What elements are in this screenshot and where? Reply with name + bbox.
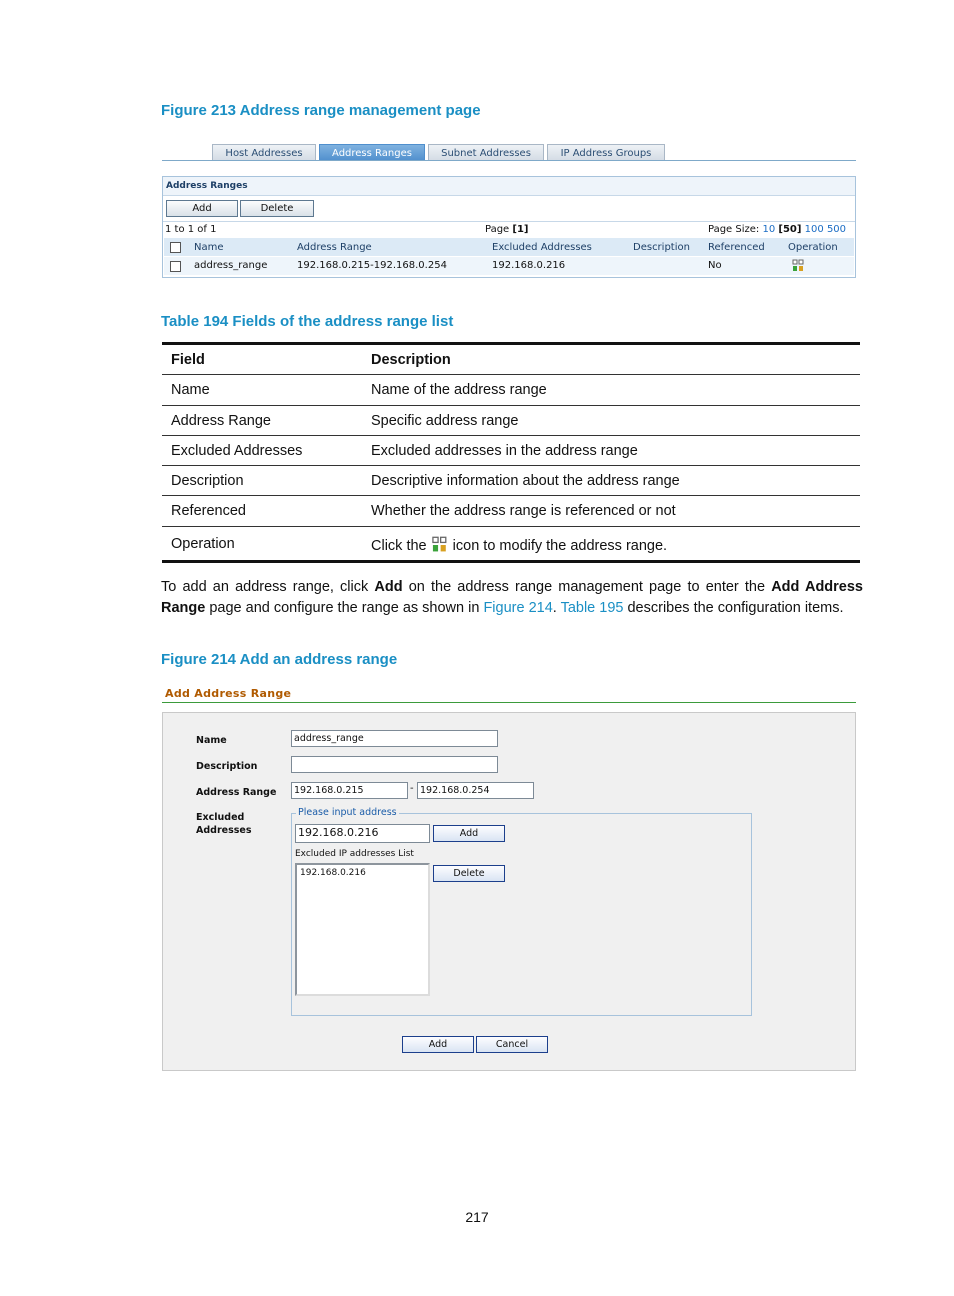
table-row: [162, 466, 860, 496]
bold-add-address-range: Add Address Range: [161, 579, 864, 616]
link-figure-214[interactable]: Figure 214: [483, 600, 553, 616]
tab-host-addresses[interactable]: Host Addresses: [212, 144, 316, 161]
table-row: [162, 436, 860, 466]
table-194-caption: Table 194 Fields of the address range list: [161, 313, 454, 330]
row-name: address_range: [194, 260, 268, 271]
page-size: [708, 224, 846, 235]
description-cell: Whether the address range is referenced or not: [371, 503, 676, 520]
description-cell: Specific address range: [371, 412, 519, 429]
title-underline: [162, 702, 856, 703]
figure-214-caption: Figure 214 Add an address range: [161, 651, 398, 668]
figure-213-caption: Figure 213 Address range management page: [161, 102, 481, 119]
panel-title: Address Ranges: [163, 177, 855, 196]
page-label: Page: [485, 224, 510, 235]
col-excluded-addresses[interactable]: Excluded Addresses: [492, 242, 592, 253]
delete-excluded-button[interactable]: Delete: [433, 865, 505, 882]
address-ranges-panel: [162, 176, 856, 278]
excluded-address-input[interactable]: 192.168.0.216: [295, 824, 430, 843]
page-number: 217: [465, 1209, 489, 1225]
table-row: [162, 406, 860, 436]
table-row: [164, 257, 854, 275]
desc-post: icon to modify the address range.: [452, 537, 668, 554]
page-size-50: [50]: [778, 224, 802, 235]
tab-address-ranges[interactable]: Address Ranges: [319, 144, 425, 161]
col-description[interactable]: Description: [633, 242, 690, 253]
page-size-500[interactable]: 500: [826, 224, 847, 235]
range-end-input[interactable]: 192.168.0.254: [417, 782, 534, 799]
page-size-10[interactable]: 10: [762, 224, 776, 235]
range-count: 1 to 1 of 1: [165, 224, 217, 235]
table-row: [162, 527, 860, 563]
table-header: [162, 342, 860, 375]
row-address-range: 192.168.0.215-192.168.0.254: [297, 260, 447, 271]
page-size-label: Page Size:: [708, 224, 760, 235]
excluded-list-label: Excluded IP addresses List: [295, 849, 414, 859]
select-all-checkbox[interactable]: [170, 242, 181, 253]
field-cell: Name: [171, 382, 210, 399]
excluded-label-2: Addresses: [196, 825, 252, 836]
field-cell: Address Range: [171, 412, 271, 429]
text: .: [552, 600, 561, 616]
page-size-100[interactable]: 100: [804, 224, 824, 235]
description-cell: Name of the address range: [371, 382, 547, 399]
table-header-row: [164, 238, 854, 256]
add-button[interactable]: Add: [166, 200, 238, 217]
name-input[interactable]: address_range: [291, 730, 498, 747]
description-cell: Descriptive information about the address range: [371, 473, 680, 490]
fieldset-legend: Please input address: [298, 807, 397, 818]
link-table-195[interactable]: Table 195: [560, 600, 624, 616]
cancel-button[interactable]: Cancel: [476, 1036, 548, 1053]
bold-add: Add: [374, 579, 403, 595]
tab-baseline: [162, 160, 856, 161]
col-name[interactable]: Name: [194, 242, 224, 253]
list-item[interactable]: 192.168.0.216: [300, 868, 366, 878]
range-separator: -: [410, 783, 414, 794]
row-checkbox[interactable]: [170, 261, 181, 272]
modify-icon[interactable]: [792, 259, 805, 273]
excluded-address-list[interactable]: [295, 863, 430, 996]
tab-ip-address-groups[interactable]: IP Address Groups: [547, 144, 665, 161]
delete-button[interactable]: Delete: [240, 200, 314, 217]
text: describes the configuration items.: [623, 600, 844, 616]
field-cell: Operation: [171, 535, 235, 552]
table-row: [162, 496, 860, 526]
address-range-label: Address Range: [196, 787, 277, 798]
header-field: Field: [171, 352, 205, 368]
field-cell: Referenced: [171, 503, 246, 520]
field-cell: Excluded Addresses: [171, 442, 303, 459]
field-cell: Description: [171, 473, 244, 490]
desc-pre: Click the: [371, 537, 427, 554]
col-referenced[interactable]: Referenced: [708, 242, 765, 253]
divider: [163, 221, 855, 222]
tab-subnet-addresses[interactable]: Subnet Addresses: [428, 144, 544, 161]
text: on the address range management page to enter the: [402, 579, 772, 595]
submit-add-button[interactable]: Add: [402, 1036, 474, 1053]
header-description: Description: [371, 352, 451, 368]
range-start-input[interactable]: 192.168.0.215: [291, 782, 408, 799]
row-referenced: No: [708, 260, 722, 271]
description-label: Description: [196, 761, 258, 772]
description-cell: [371, 536, 667, 554]
description-cell: Excluded addresses in the address range: [371, 442, 638, 459]
form-title: Add Address Range: [165, 687, 292, 700]
col-operation: Operation: [788, 242, 838, 253]
pager: [485, 224, 529, 235]
body-paragraph: [161, 577, 863, 619]
text: To add an address range, click: [161, 579, 375, 595]
col-address-range[interactable]: Address Range: [297, 242, 372, 253]
table-row: [162, 375, 860, 405]
modify-icon: [431, 536, 449, 554]
fields-table: [162, 342, 860, 563]
page-current: [1]: [512, 224, 529, 235]
text: page and configure the range as shown in: [205, 600, 484, 616]
row-excluded: 192.168.0.216: [492, 260, 566, 271]
add-excluded-button[interactable]: Add: [433, 825, 505, 842]
name-label: Name: [196, 735, 227, 746]
description-input[interactable]: [291, 756, 498, 773]
excluded-label-1: Excluded: [196, 812, 245, 823]
